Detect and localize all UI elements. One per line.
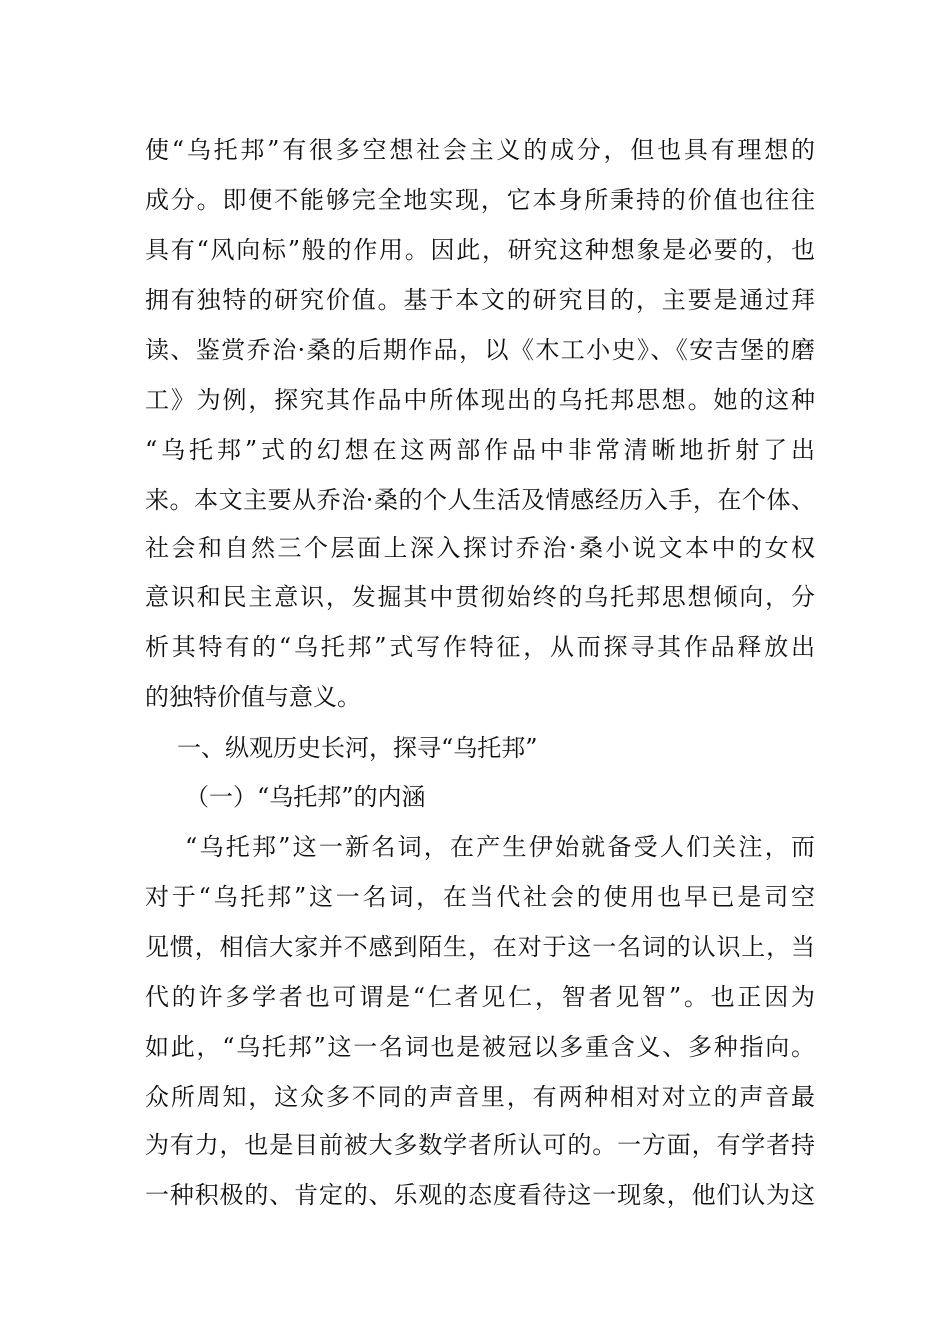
text-line: 一种积极的、肯定的、乐观的态度看待这一现象，他们认为这: [145, 1181, 815, 1209]
text-line: 众所周知，这众多不同的声音里，有两种相对对立的声音最: [145, 1083, 815, 1111]
text-line: 具有“风向标”般的作用。因此，研究这种想象是必要的，也: [145, 236, 815, 264]
text-line: 对于“乌托邦”这一名词，在当代社会的使用也早已是司空: [145, 883, 815, 911]
text-line: 使“乌托邦”有很多空想社会主义的成分，但也具有理想的: [145, 136, 815, 164]
text-line: 见惯，相信大家并不感到陌生，在对于这一名词的认识上，当: [145, 933, 815, 961]
text-line: 成分。即便不能够完全地实现，它本身所秉持的价值也往往: [145, 186, 815, 214]
text-line: 拥有独特的研究价值。基于本文的研究目的，主要是通过拜: [145, 286, 815, 314]
text-line: 为有力，也是目前被大多数学者所认可的。一方面，有学者持: [145, 1131, 815, 1159]
text-line: 意识和民主意识，发掘其中贯彻始终的乌托邦思想倾向，分: [145, 583, 815, 611]
text-line: “乌托邦”式的幻想在这两部作品中非常清晰地折射了出: [145, 436, 815, 464]
text-line: 来。本文主要从乔治·桑的个人生活及情感经历入手，在个体、: [145, 486, 815, 514]
text-line: 工》为例，探究其作品中所体现出的乌托邦思想。她的这种: [145, 386, 815, 414]
subsection-heading: （一）“乌托邦”的内涵: [185, 783, 426, 811]
text-line: 的独特价值与意义。: [145, 683, 361, 711]
text-line: 析其特有的“乌托邦”式写作特征，从而探寻其作品释放出: [145, 633, 815, 661]
section-heading: 一、纵观历史长河，探寻“乌托邦”: [177, 734, 538, 762]
text-line: 社会和自然三个层面上深入探讨乔治·桑小说文本中的女权: [145, 534, 815, 562]
text-line: 如此，“乌托邦”这一名词也是被冠以多重含义、多种指向。: [145, 1033, 815, 1061]
text-line: “乌托邦”这一新名词，在产生伊始就备受人们关注，而: [185, 833, 815, 861]
text-line: 代的许多学者也可谓是“仁者见仁，智者见智”。也正因为: [145, 983, 815, 1011]
text-line: 读、鉴赏乔治·桑的后期作品，以《木工小史》、《安吉堡的磨: [145, 336, 815, 364]
